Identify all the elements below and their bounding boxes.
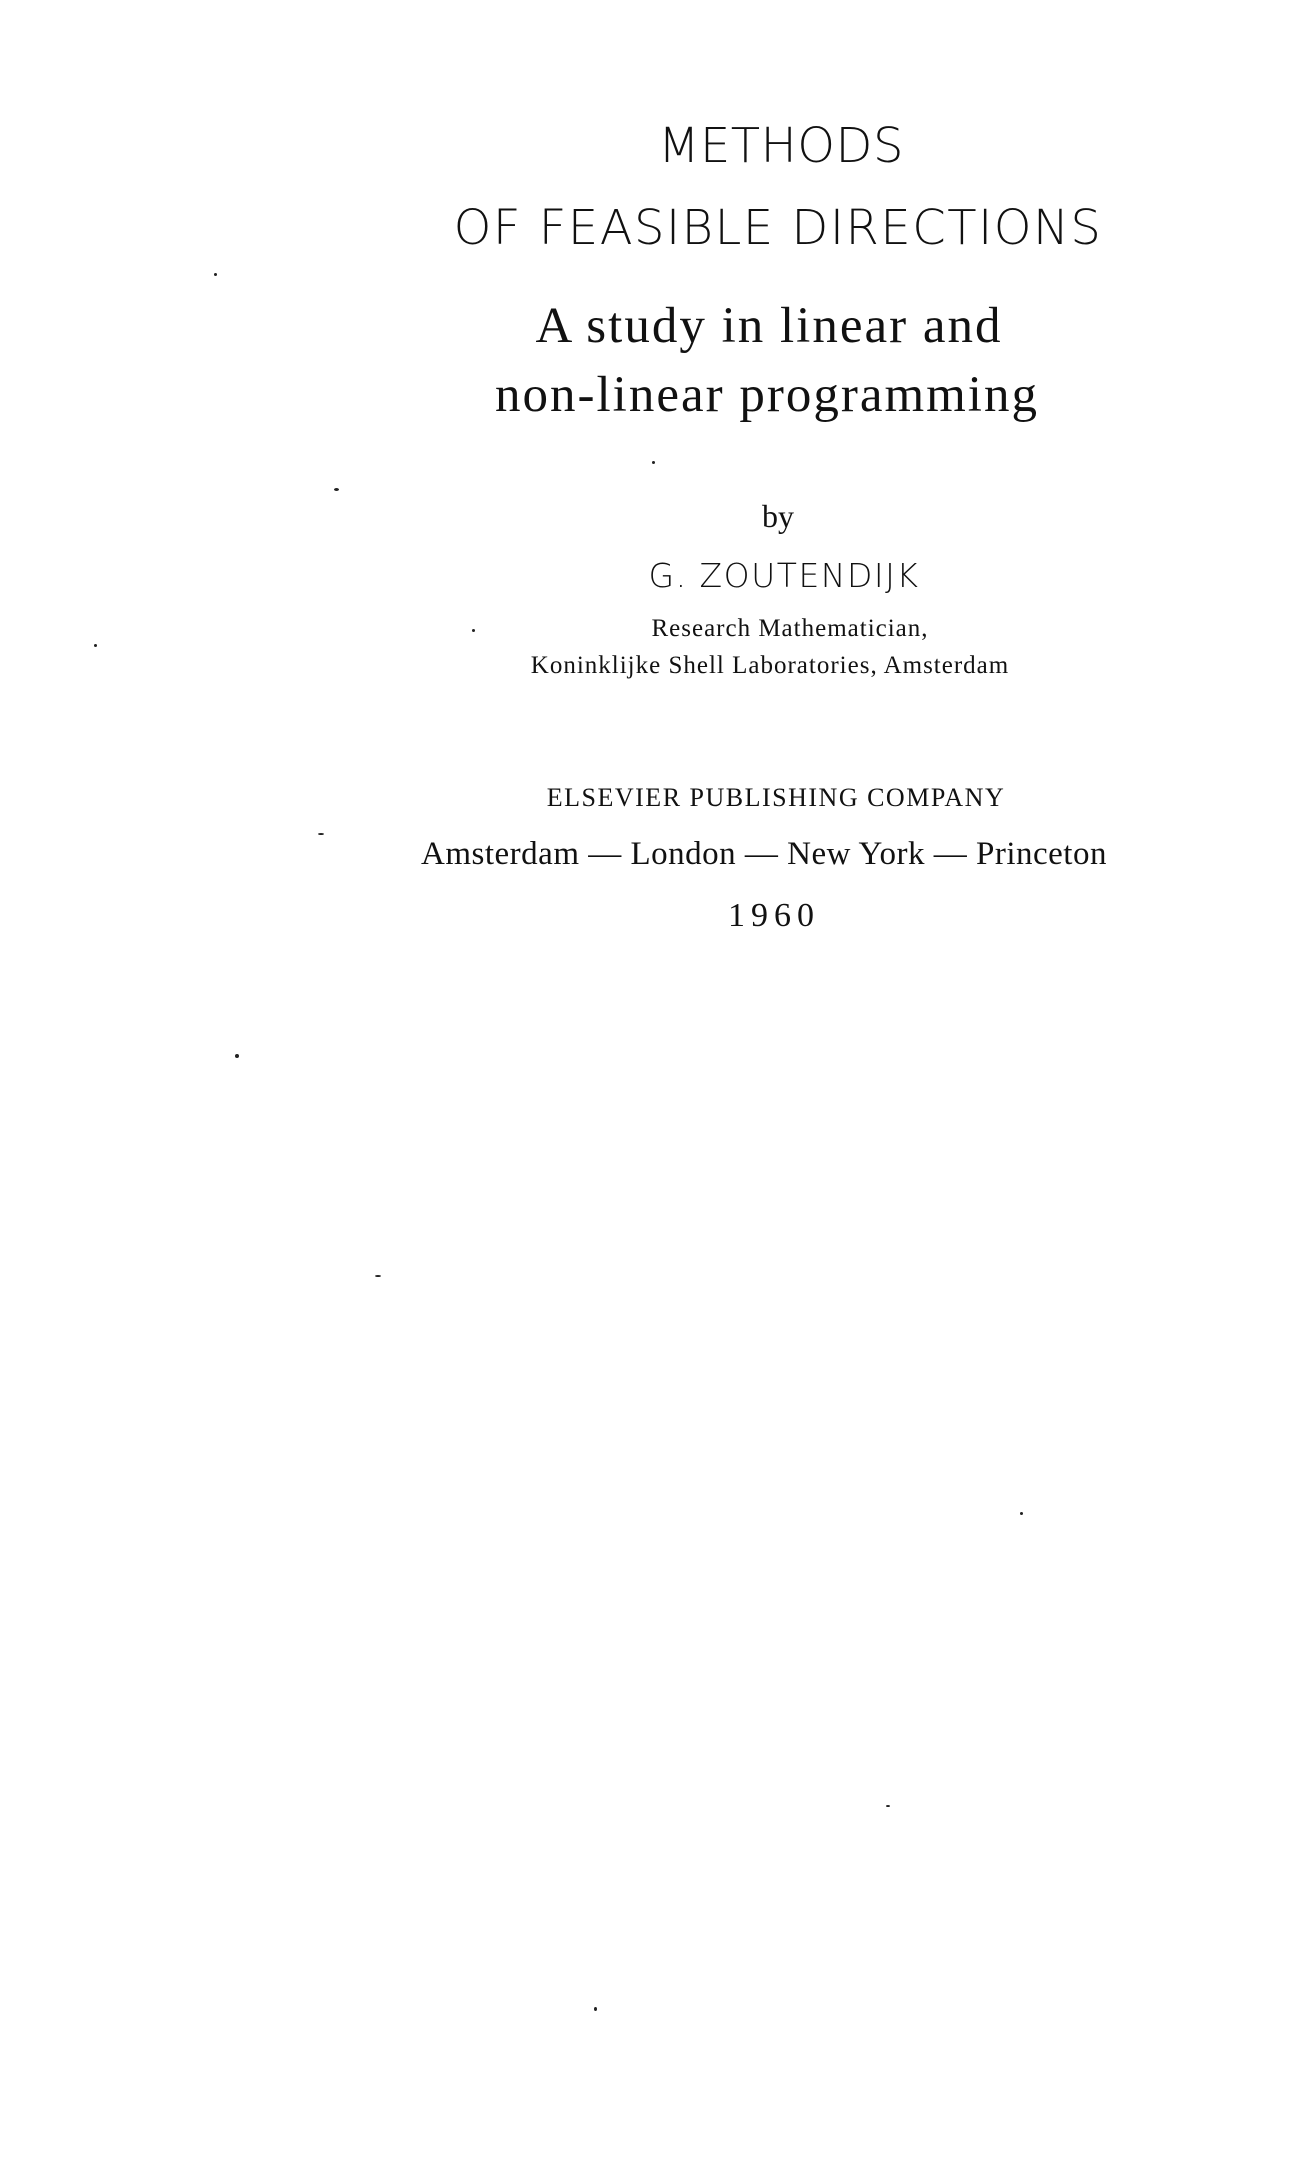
scan-speck bbox=[886, 1805, 890, 1807]
scan-speck bbox=[318, 833, 324, 835]
scan-speck bbox=[1020, 1512, 1023, 1515]
publication-year: 1960 bbox=[728, 897, 820, 934]
book-subtitle-line-2: non-linear programming bbox=[495, 367, 1039, 423]
scan-speck bbox=[652, 461, 655, 464]
book-title-line-2: OF FEASIBLE DIRECTIONS bbox=[453, 200, 1103, 256]
book-title-line-1: METHODS bbox=[658, 118, 904, 174]
author-affiliation-line-1: Research Mathematician, bbox=[651, 615, 929, 642]
publisher-name: ELSEVIER PUBLISHING COMPANY bbox=[546, 783, 1006, 812]
scan-speck bbox=[214, 273, 217, 276]
author-affiliation-line-2: Koninklijke Shell Laboratories, Amsterdam bbox=[530, 652, 1010, 679]
scan-speck bbox=[94, 644, 97, 647]
scan-speck bbox=[594, 2007, 597, 2011]
scan-speck bbox=[334, 488, 339, 491]
scan-speck bbox=[375, 1275, 381, 1277]
by-line: by bbox=[762, 498, 794, 534]
scan-speck bbox=[472, 629, 475, 632]
publisher-cities: Amsterdam — London — New York — Princeton bbox=[421, 836, 1107, 872]
book-subtitle-line-1: A study in linear and bbox=[535, 298, 1003, 354]
author-name: G. ZOUTENDIJK bbox=[648, 556, 920, 595]
scan-speck bbox=[235, 1054, 239, 1058]
